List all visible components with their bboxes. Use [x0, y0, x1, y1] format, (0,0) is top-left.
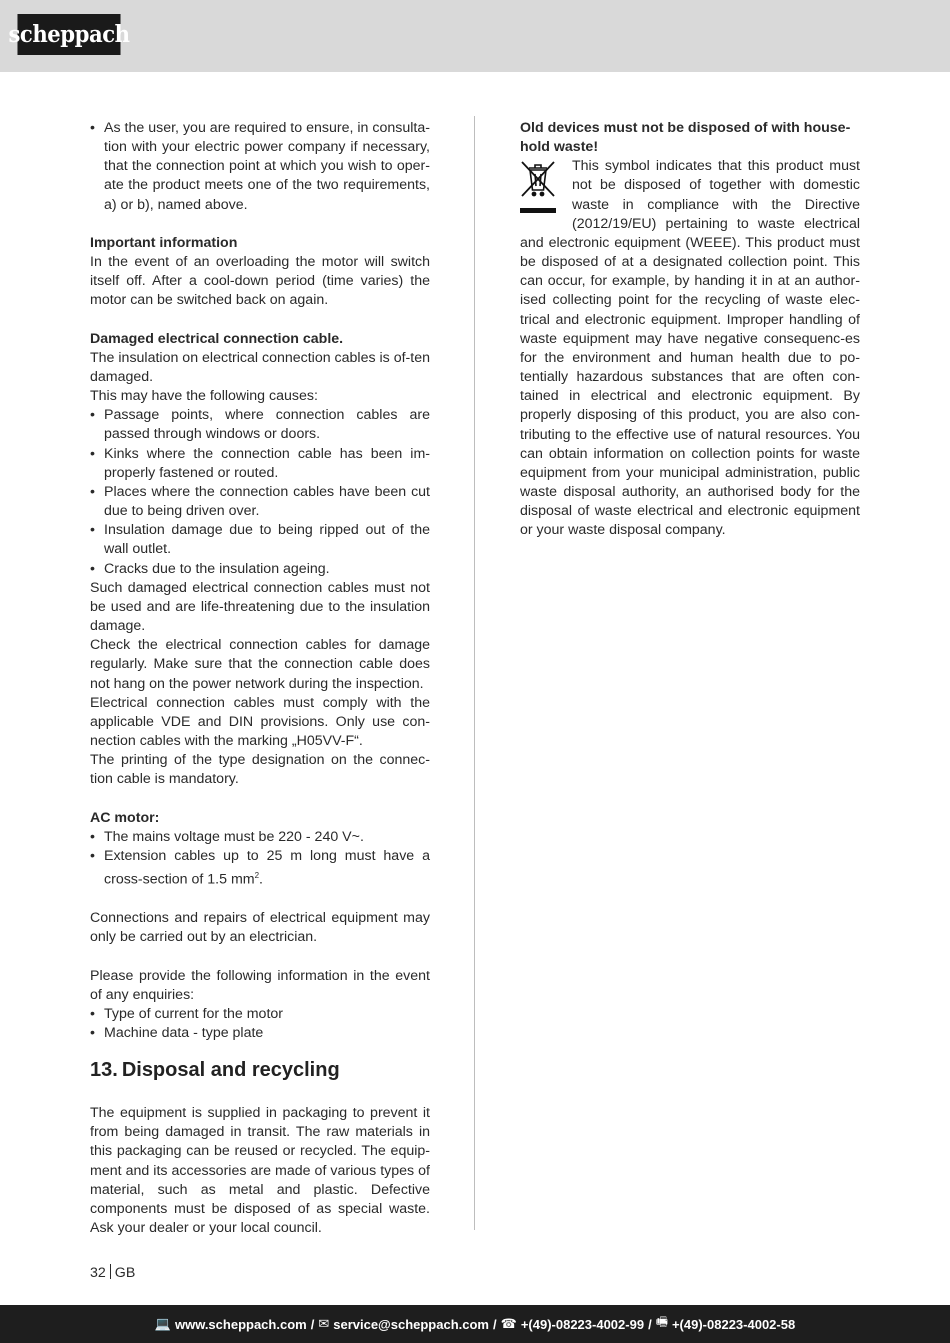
- footer-separator: /: [493, 1316, 497, 1332]
- voltage-end: .: [359, 828, 364, 845]
- causes-list: [90, 406, 430, 578]
- list-item: • Places where the connection cables have been cut due to being driven over.: [90, 483, 430, 521]
- left-column: [90, 119, 430, 1238]
- right-column: [520, 119, 860, 540]
- cable-text: Extension cables up to 25 m long must have a cross-section of 1.5 mm: [104, 847, 430, 888]
- scheppach-logo: scheppach: [17, 14, 120, 55]
- page-number-value: 32: [90, 1265, 106, 1281]
- crossed-out-wheelie-bin-icon: [520, 159, 556, 199]
- damaged-text-2: This may have the following causes:: [90, 388, 318, 405]
- ac-symbol: ~: [351, 828, 360, 845]
- list-item: [90, 828, 430, 847]
- damaged-text-4: Check the electrical connection cables for damage regularly. Make sure that the connection cable does not hang on the power network during the inspection.: [90, 637, 430, 692]
- list-item: • As the user, you are required to ensure, in consulta-tion with your electric power company if necessary, that the connection point at which you wish to oper-ate the product meets one of the two requirements, a) or b), named above.: [90, 119, 430, 215]
- column-divider: [474, 116, 475, 1230]
- squared-sup: 2: [254, 871, 260, 881]
- list-item: • Kinks where the connection cable has been im-properly fastened or routed.: [90, 445, 430, 483]
- page-footer: [0, 1305, 950, 1343]
- damaged-text-6: The printing of the type designation on the connec-tion cable is mandatory.: [90, 752, 430, 788]
- fax-icon: 🖷: [655, 1314, 668, 1329]
- list-item: [90, 847, 430, 890]
- weee-text: This symbol indicates that this product must not be disposed of together with domestic waste in compliance with the Directive (2012/19/EU) pertaining to waste electrical and electronic equipment (WEEE). This product must be disposed of at a designated collection point. This can occur, for example, by handing it in at an author-ised collecting point for the recycling of waste elec-trical and electronic equipment. Improper handling of waste equipment may have negative consequenc-es for the environment and human health due to po-tentially hazardous substances that are often con-tained in electrical and electronic equipment. By properly disposing of this product, you are also con-tributing to the effective use of natural resources. You can obtain information on collection points for waste equipment from your municipal administration, public waste disposal authority, an authorised body for the disposal of waste electrical and electronic equipment or your waste disposal company.: [520, 158, 860, 539]
- list-item: • Insulation damage due to being ripped out of the wall outlet.: [90, 521, 430, 559]
- ac-motor-title: AC motor:: [90, 809, 160, 826]
- weee-title: Old devices must not be disposed of with house-hold waste!: [520, 120, 851, 156]
- list-item: • Cracks due to the insulation ageing.: [90, 560, 430, 579]
- section-title: Disposal and recycling: [121, 1059, 340, 1082]
- intro-list: [90, 119, 430, 215]
- important-text: In the event of an overloading the motor will switch itself off. After a cool-down period (time varies) the motor can be switched back on again.: [90, 254, 430, 309]
- electrician-text: Connections and repairs of electrical equipment may only be carried out by an electrician.: [90, 910, 430, 946]
- page-header: [0, 0, 950, 72]
- list-item: • Machine data - type plate: [90, 1024, 430, 1043]
- enquiries-list: [90, 1005, 430, 1043]
- damaged-text-5: Electrical connection cables must comply with the applicable VDE and DIN provisions. Only use con-nection cables with the marking „H05VV-F“.: [90, 694, 430, 749]
- footer-email[interactable]: service@scheppach.com: [333, 1316, 489, 1332]
- computer-icon: 💻: [154, 1316, 171, 1331]
- damaged-text-3: Such damaged electrical connection cables must not be used and are life-threatening due to the insulation damage.: [90, 579, 430, 635]
- footer-website[interactable]: www.scheppach.com: [174, 1316, 307, 1332]
- page-number: [90, 1264, 135, 1281]
- weee-symbol: [520, 159, 564, 217]
- envelope-icon: ✉: [318, 1316, 330, 1331]
- phone-icon: ☎: [500, 1316, 517, 1331]
- voltage-text: The mains voltage must be 220 - 240 V: [104, 828, 352, 845]
- footer-separator: /: [648, 1316, 652, 1332]
- section-number: 13.: [90, 1059, 118, 1082]
- important-title: Important information: [90, 234, 238, 251]
- page-language: GB: [114, 1265, 136, 1281]
- weee-bar: [520, 208, 556, 213]
- ac-motor-list: [90, 828, 430, 890]
- section-heading: [90, 1058, 430, 1082]
- damaged-cable-title: Damaged electrical connection cable.: [90, 330, 344, 347]
- page-number-separator: [110, 1264, 111, 1279]
- footer-fax: +(49)-08223-4002-58: [671, 1316, 796, 1332]
- list-item: • Passage points, where connection cables are passed through windows or doors.: [90, 406, 430, 444]
- footer-separator: /: [310, 1316, 315, 1332]
- disposal-text: The equipment is supplied in packaging to prevent it from being damaged in transit. The raw materials in this packaging can be reused or recycled. The equip-ment and its accessories are made of various types of material, such as metal and plastic. Defective components must be disposed of as special waste. Ask your dealer or your local council.: [90, 1105, 430, 1237]
- list-item: • Type of current for the motor: [90, 1005, 430, 1024]
- footer-phone: +(49)-08223-4002-99: [520, 1316, 645, 1332]
- enquiries-text: Please provide the following information in the event of any enquiries:: [90, 967, 430, 1003]
- damaged-text-1: The insulation on electrical connection cables is of-ten damaged.: [90, 349, 430, 385]
- cable-end: .: [259, 871, 263, 888]
